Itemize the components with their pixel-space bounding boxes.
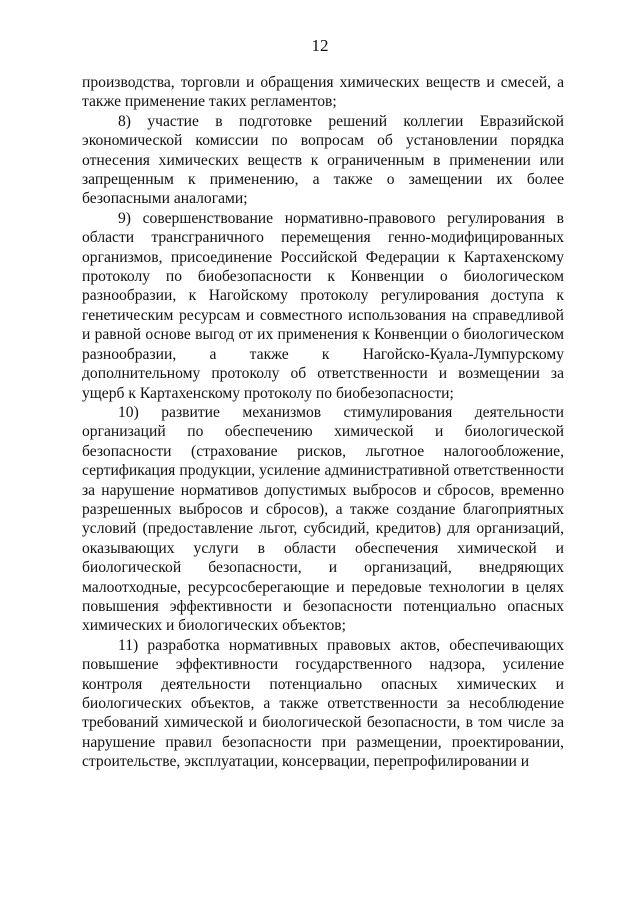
paragraph-item-9: 9) совершенствование нормативно-правового регулирования в области трансграничного перемещения генно-модифицированных организмов, присоединение Российской Федерации к Картахенскому протоколу по биобезопасности к Конвенции о биологическом разнообразии, к Нагойскому протоколу регулирования доступа к генетическим ресурсам и совместного использования на справедливой и равной основе выгод от их применения к Конвенции о биологическом разнообразии, а также к Нагойско-Куала-Лумпурскому дополнительному протоколу об ответственности и возмещении за ущерб к Картахенскому протоколу по биобезопасности; — [82, 209, 564, 402]
paragraph-item-10: 10) развитие механизмов стимулирования деятельности организаций по обеспечению химической и биологической безопасности (страхование рисков, льготное налогообложение, сертификация продукции, усиление административной ответственности за нарушение нормативов допустимых выбросов и сбросов, временно разрешенных выбросов и сбросов), а также создание благоприятных условий (предоставление льгот, субсидий, кредитов) для организаций, оказывающих услуги в области обеспечения химической и биологической безопасности, и организаций, внедряющих малоотходные, ресурсосберегающие и передовые технологии в целях повышения эффективности и безопасности потенциально опасных химических и биологических объектов; — [82, 403, 564, 635]
page-number: 12 — [311, 36, 329, 55]
paragraph-item-8: 8) участие в подготовке решений коллегии Евразийской экономической комиссии по вопросам об установлении порядка отнесения химических веществ к ограниченным в применении или запрещенным к применению, а также о замещении их более безопасными аналогами; — [82, 112, 564, 208]
paragraph-continuation: производства, торговли и обращения химических веществ и смесей, а также применение таких регламентов; — [82, 74, 564, 111]
document-body — [82, 73, 564, 772]
paragraph-item-11: 11) разработка нормативных правовых актов, обеспечивающих повышение эффективности государственного надзора, усиление контроля деятельности потенциально опасных химических и биологических объектов, а также ответственности за несоблюдение требований химической и биологической безопасности, в том числе за нарушение правил безопасности при размещении, проектировании, строительстве, эксплуатации, консервации, перепрофилировании и — [82, 636, 564, 771]
